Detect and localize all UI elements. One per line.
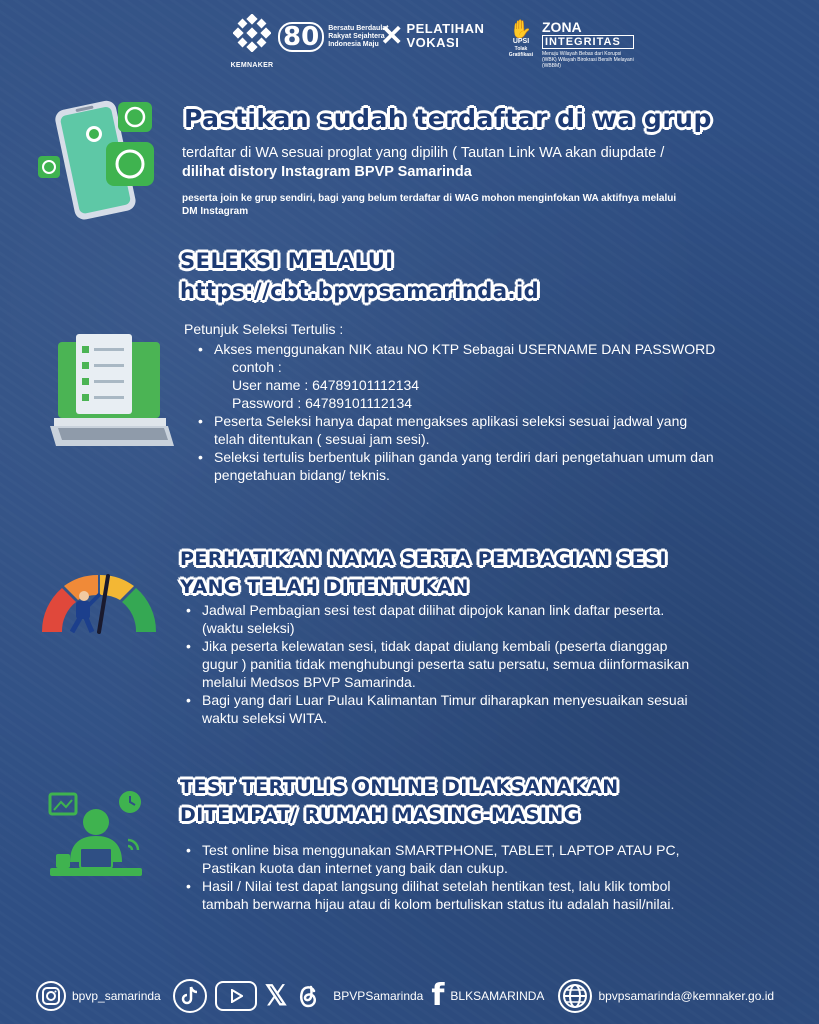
section3-heading-line1: PERHATIKAN NAMA SERTA PEMBAGIAN SESI xyxy=(180,548,668,570)
section2-heading xyxy=(180,246,539,306)
whatsapp-phone-icon xyxy=(36,98,166,222)
example-user: User name : 64789101112134 xyxy=(232,377,420,393)
example-pass: Password : 64789101112134 xyxy=(232,395,413,411)
section4-heading xyxy=(180,773,619,829)
section1-text xyxy=(182,144,702,182)
instagram-icon[interactable] xyxy=(36,981,66,1011)
list-item: • Hasil / Nilai test dapat langsung dilihat setelah hentikan test, lalu klik tombol tambah berwarna hijau atau di kolom bertuliskan status itu adalah hasil/nilai. xyxy=(184,877,704,913)
section1-heading: Pastikan sudah terdaftar di wa grup xyxy=(184,104,712,133)
section2-heading-line2: https://cbt.bpvpsamarinda.id xyxy=(180,279,540,303)
section3-heading xyxy=(180,545,667,601)
section4-heading-line1: TEST TERTULIS ONLINE DILAKSANAKAN xyxy=(180,776,619,798)
zona-line1: ZONA xyxy=(542,19,582,35)
speed-gauge-icon xyxy=(36,568,162,636)
list-item: • Jika peserta kelewatan sesi, tidak dapat diulang kembali (peserta dianggap gugur ) panitia tidak menghubungi peserta satu persatu, semua diinformasikan melalui Medsos BPVP Samarinda. xyxy=(184,637,704,691)
footer-social xyxy=(36,976,796,1016)
kemnaker-mark-icon xyxy=(233,14,271,52)
section2-list xyxy=(196,340,716,484)
facebook-icon[interactable]: f xyxy=(431,978,445,1013)
instagram-handle[interactable]: bpvp_samarinda xyxy=(72,989,161,1003)
section2-heading-line1: SELEKSI MELALUI xyxy=(180,249,394,273)
tiktok-icon[interactable] xyxy=(173,979,207,1013)
upsi-caption: Tolak Gratifikasi xyxy=(508,46,534,58)
online-test-person-icon xyxy=(46,788,146,882)
section4-list xyxy=(184,841,704,913)
zona-tagline: Menuju Wilayah Bebas dari Korupsi (WBK) Wilayah Birokrasi Bersih Melayani (WBBM) xyxy=(542,51,634,69)
list-item: • Peserta Seleksi hanya dapat mengakses aplikasi seleksi sesuai jadwal yang telah ditentukan ( sesuai jam sesi). xyxy=(196,412,716,448)
zona-line2: INTEGRITAS xyxy=(542,35,634,49)
youtube-icon[interactable] xyxy=(215,981,257,1011)
list-item: • Seleksi tertulis berbentuk pilihan ganda yang terdiri dari pengetahuan umum dan pengetahuan bidang/ teknis. xyxy=(196,448,716,484)
section3-list xyxy=(184,601,704,727)
threads-icon[interactable] xyxy=(293,981,323,1011)
list-item: • Bagi yang dari Luar Pulau Kalimantan Timur diharapkan menyesuaikan sesuai waktu seleksi WITA. xyxy=(184,691,704,727)
x-twitter-icon[interactable]: 𝕏 xyxy=(264,980,288,1011)
header-logos xyxy=(228,14,634,72)
list-item: • Jadwal Pembagian sesi test dapat dilihat dipojok kanan link daftar peserta. (waktu seleksi) xyxy=(184,601,704,637)
laptop-checklist-icon xyxy=(50,334,174,452)
pelatihan-line1: PELATIHAN xyxy=(406,21,485,36)
anniversary-tagline: Bersatu Berdaulat Rakyat Sejahtera Indonesia Maju xyxy=(328,25,389,48)
kemnaker-logo xyxy=(228,14,276,69)
section3-heading-line2: YANG TELAH DITENTUKAN xyxy=(180,576,469,598)
section1-text-plain: terdaftar di WA sesuai proglat yang dipilih ( Tautan Link WA akan diupdate / xyxy=(182,145,665,161)
social-handle[interactable]: BPVPSamarinda xyxy=(333,989,424,1003)
section1-note: peserta join ke grup sendiri, bagi yang belum terdaftar di WAG mohon menginfokan WA aktifnya melalui DM Instagram xyxy=(182,193,677,217)
stop-hand-icon: ✋ xyxy=(509,19,533,39)
facebook-handle[interactable]: BLKSAMARINDA xyxy=(450,989,545,1003)
zona-integritas-logo xyxy=(504,20,634,69)
pelatihan-vokasi-logo xyxy=(380,22,484,50)
anniversary-logo xyxy=(278,22,394,52)
vokasi-x-icon: ✕ xyxy=(380,20,404,51)
email-address[interactable]: bpvpsamarinda@kemnaker.go.id xyxy=(598,989,775,1003)
section2-intro: Petunjuk Seleksi Tertulis : xyxy=(184,321,344,337)
list-item xyxy=(196,340,716,412)
anniversary-number: 80 xyxy=(278,22,324,52)
list-item: • Test online bisa menggunakan SMARTPHONE, TABLET, LAPTOP ATAU PC, Pastikan kuota dan internet yang baik dan cukup. xyxy=(184,841,704,877)
pelatihan-line2: VOKASI xyxy=(406,35,460,50)
upsi-label: UPSI xyxy=(512,38,530,45)
example-label: contoh : xyxy=(232,359,282,375)
kemnaker-caption: KEMNAKER xyxy=(230,62,274,69)
globe-icon[interactable] xyxy=(558,979,592,1013)
section2-bullet1: Akses menggunakan NIK atau NO KTP Sebagai USERNAME DAN PASSWORD xyxy=(214,341,716,357)
section1-text-bold: dilihat distory Instagram BPVP Samarinda xyxy=(182,164,472,180)
section4-heading-line2: DITEMPAT/ RUMAH MASING-MASING xyxy=(180,804,580,826)
